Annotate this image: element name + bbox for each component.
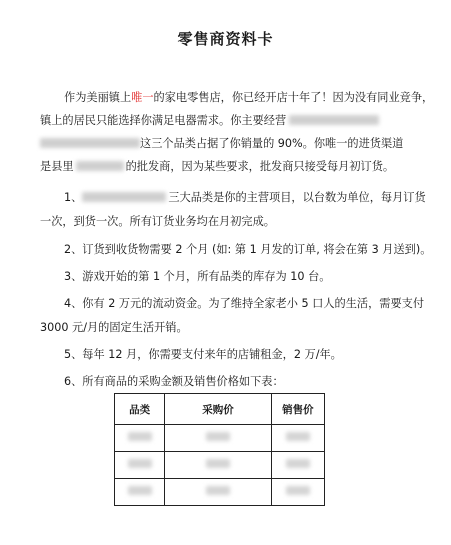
redacted-cell xyxy=(115,452,165,479)
table-header-row xyxy=(115,394,325,425)
redacted-cell xyxy=(115,479,165,506)
intro-line-4: 是县里 的批发商，因为某些要求，批发商只接受每月初订货。 xyxy=(40,160,395,173)
table-row xyxy=(115,452,325,479)
item-1-line-2: 一次，到货一次。所有订货业务均在月初完成。 xyxy=(40,215,275,228)
redacted-cell xyxy=(271,425,324,452)
table-row xyxy=(115,425,325,452)
item-1-line-1: 1、 三大品类是你的主营项目，以台数为单位，每月订货 xyxy=(64,191,426,204)
redacted-cell xyxy=(271,452,324,479)
redacted-cell xyxy=(271,479,324,506)
page-title: 零售商资料卡 xyxy=(177,30,274,48)
redacted-text xyxy=(40,138,140,148)
item-3: 3、游戏开始的第 1 个月，所有品类的库存为 10 台。 xyxy=(64,270,331,283)
header-purchase-price: 采购价 xyxy=(165,394,272,425)
redacted-text xyxy=(289,115,379,125)
redacted-cell xyxy=(165,452,272,479)
item-4-line-2: 3000 元/月的固定生活开销。 xyxy=(40,321,188,334)
redacted-cell xyxy=(115,425,165,452)
item-5: 5、每年 12 月，你需要支付来年的店铺租金，2 万/年。 xyxy=(64,348,342,361)
intro-line-1: 作为美丽镇上唯一的家电零售店，你已经开店十年了！因为没有同业竞争， xyxy=(64,91,434,104)
header-category: 品类 xyxy=(115,394,165,425)
redacted-cell xyxy=(165,425,272,452)
table-row xyxy=(115,479,325,506)
price-table xyxy=(114,393,325,506)
intro-line-2: 镇上的居民只能选择你满足电器需求。你主要经营 xyxy=(40,113,420,129)
item-6: 6、所有商品的采购金额及销售价格如下表： xyxy=(64,375,284,388)
item-2: 2、订货到收货物需要 2 个月 (如: 第 1 月发的订单, 将会在第 3 月送到)。 xyxy=(64,243,432,256)
redacted-cell xyxy=(165,479,272,506)
redacted-text xyxy=(82,192,166,202)
item-4-line-1: 4、你有 2 万元的流动资金。为了维持全家老小 5 口人的生活，需要支付 xyxy=(64,297,425,310)
redacted-text xyxy=(76,161,124,171)
header-sale-price: 销售价 xyxy=(271,394,324,425)
intro-line-3: 这三个品类占据了你销量的 90%。你唯一的进货渠道 xyxy=(40,136,420,152)
emphasis-unique: 唯一 xyxy=(131,91,154,104)
